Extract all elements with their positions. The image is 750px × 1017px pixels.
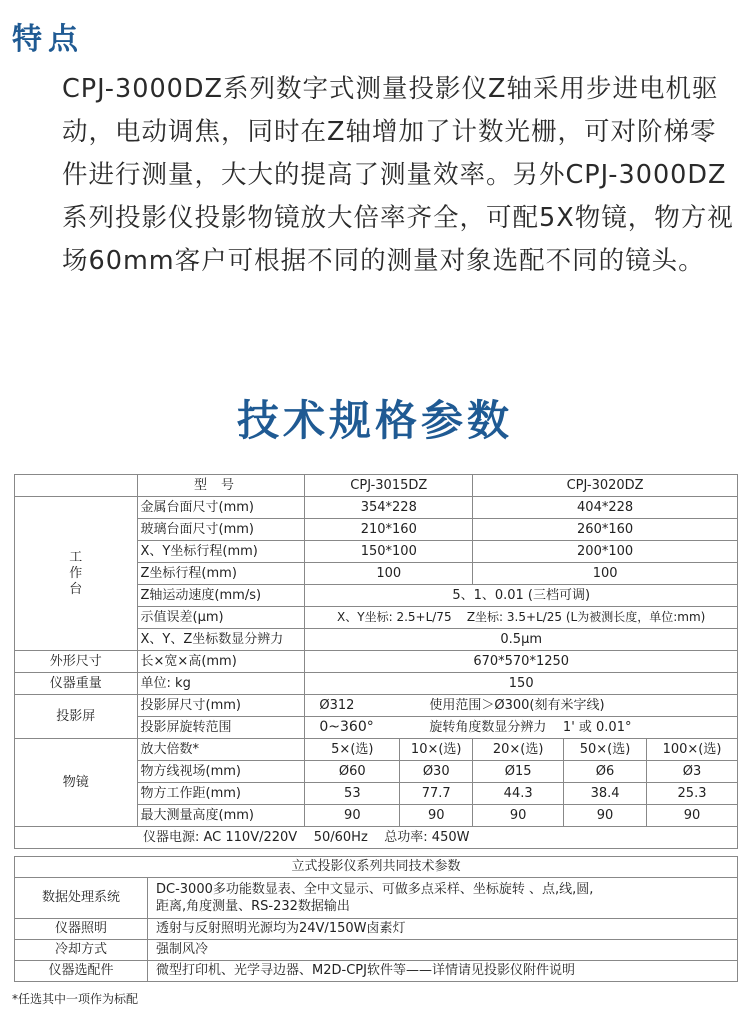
workbench-row (15, 497, 738, 519)
row-value: 0.5μm (305, 629, 738, 651)
row-label: 物方线视场(mm) (137, 761, 305, 783)
row-value: 200*100 (473, 541, 738, 563)
features-title: 特点 (12, 22, 84, 57)
row-value: 404*228 (473, 497, 738, 519)
row-value (305, 695, 738, 717)
row-label: 长×宽×高(mm) (137, 651, 305, 673)
spec-title: 技术规格参数 (236, 396, 513, 445)
row-value: 透射与反射照明光源均为24V/150W卤素灯 (148, 919, 738, 940)
power-spec: 仪器电源: AC 110V/220V 50/60Hz 总功率: 450W (15, 827, 738, 849)
row-value: X、Y坐标: 2.5+L/75 Z坐标: 3.5+L/25 (L为被测长度，单位:mm) (305, 607, 738, 629)
row-label: 投影屏旋转范围 (137, 717, 305, 739)
cell: 38.4 (564, 783, 647, 805)
group-workbench (15, 497, 138, 651)
row-label: 物方工作距(mm) (137, 783, 305, 805)
row-value: 670*570*1250 (305, 651, 738, 673)
cell: Ø30 (400, 761, 473, 783)
common-row (15, 940, 738, 961)
cell: 77.7 (400, 783, 473, 805)
row-label: Z轴运动速度(mm/s) (137, 585, 305, 607)
row-label: 金属台面尺寸(mm) (137, 497, 305, 519)
row-value: DC-3000多功能数显表、全中文显示、可做多点采样、坐标旋转 、点,线,圆, 距离,角度测量、RS-232数据输出 (148, 878, 738, 919)
common-row (15, 919, 738, 940)
weight-row (15, 673, 738, 695)
cell: Ø6 (564, 761, 647, 783)
row-label: 冷却方式 (15, 940, 148, 961)
row-label: 玻璃台面尺寸(mm) (137, 519, 305, 541)
row-label: 示值误差(μm) (137, 607, 305, 629)
screen-size-value: Ø312 (319, 698, 355, 713)
rotation-resolution-value: 旋转角度数显分辨力 1' 或 0.01° (429, 720, 632, 735)
row-value: 100 (473, 563, 738, 585)
group-objective: 物镜 (15, 739, 138, 827)
common-row (15, 961, 738, 982)
row-label: Z坐标行程(mm) (137, 563, 305, 585)
screen-size-row (15, 695, 738, 717)
cell: 5×(选) (305, 739, 400, 761)
row-label: 投影屏尺寸(mm) (137, 695, 305, 717)
cell: Ø15 (473, 761, 564, 783)
row-label: X、Y、Z坐标数显分辨力 (137, 629, 305, 651)
row-label: X、Y坐标行程(mm) (137, 541, 305, 563)
row-label: 单位: kg (137, 673, 305, 695)
row-value: 150 (305, 673, 738, 695)
cell: 90 (564, 805, 647, 827)
cell: 50×(选) (564, 739, 647, 761)
row-label: 最大测量高度(mm) (137, 805, 305, 827)
group-weight: 仪器重量 (15, 673, 138, 695)
common-spec-table (14, 856, 738, 982)
header-model2: CPJ-3020DZ (473, 475, 738, 497)
spec-table (14, 474, 738, 849)
cell: 25.3 (647, 783, 738, 805)
row-value: 5、1、0.01 (三档可调) (305, 585, 738, 607)
footnote: *任选其中一项作为标配 (12, 992, 139, 1006)
common-title-row (15, 857, 738, 878)
cell: 20×(选) (473, 739, 564, 761)
header-label: 型号 (137, 475, 305, 497)
features-paragraph: CPJ-3000DZ系列数字式测量投影仪Z轴采用步进电机驱动，电动调焦，同时在Z轴增加了计数光栅，可对阶梯零件进行测量，大大的提高了测量效率。另外CPJ-3000DZ系列投影仪投影物镜放大倍率齐全，可配5X物镜，物方视场60mm客户可根据不同的测量对象选配不同的镜头。 (62, 74, 734, 276)
cell: 100×(选) (647, 739, 738, 761)
group-workbench-label: 工 作 台 (69, 549, 83, 597)
row-label: 仪器照明 (15, 919, 148, 940)
row-value: 354*228 (305, 497, 473, 519)
common-title: 立式投影仪系列共同技术参数 (15, 857, 738, 878)
row-value: 210*160 (305, 519, 473, 541)
row-label: 仪器选配件 (15, 961, 148, 982)
dimensions-row (15, 651, 738, 673)
header-model1: CPJ-3015DZ (305, 475, 473, 497)
row-label: 数据处理系统 (15, 878, 148, 919)
row-label: 放大倍数* (137, 739, 305, 761)
cell: 44.3 (473, 783, 564, 805)
row-value: 强制风冷 (148, 940, 738, 961)
cell: 53 (305, 783, 400, 805)
cell: 90 (473, 805, 564, 827)
header-row (15, 475, 738, 497)
row-value (305, 717, 738, 739)
cell: 90 (647, 805, 738, 827)
group-screen: 投影屏 (15, 695, 138, 739)
group-dimensions: 外形尺寸 (15, 651, 138, 673)
common-row (15, 878, 738, 919)
row-value: 微型打印机、光学寻边器、M2D-CPJ软件等——详情请见投影仪附件说明 (148, 961, 738, 982)
row-value: 100 (305, 563, 473, 585)
cell: 90 (305, 805, 400, 827)
rotation-range-value: 0~360° (319, 719, 374, 735)
cell: 90 (400, 805, 473, 827)
cell: 10×(选) (400, 739, 473, 761)
objective-row (15, 739, 738, 761)
row-value: 260*160 (473, 519, 738, 541)
screen-range-value: 使用范围＞Ø300(刻有米字线) (429, 698, 605, 713)
row-value: 150*100 (305, 541, 473, 563)
power-row (15, 827, 738, 849)
cell: Ø60 (305, 761, 400, 783)
cell: Ø3 (647, 761, 738, 783)
